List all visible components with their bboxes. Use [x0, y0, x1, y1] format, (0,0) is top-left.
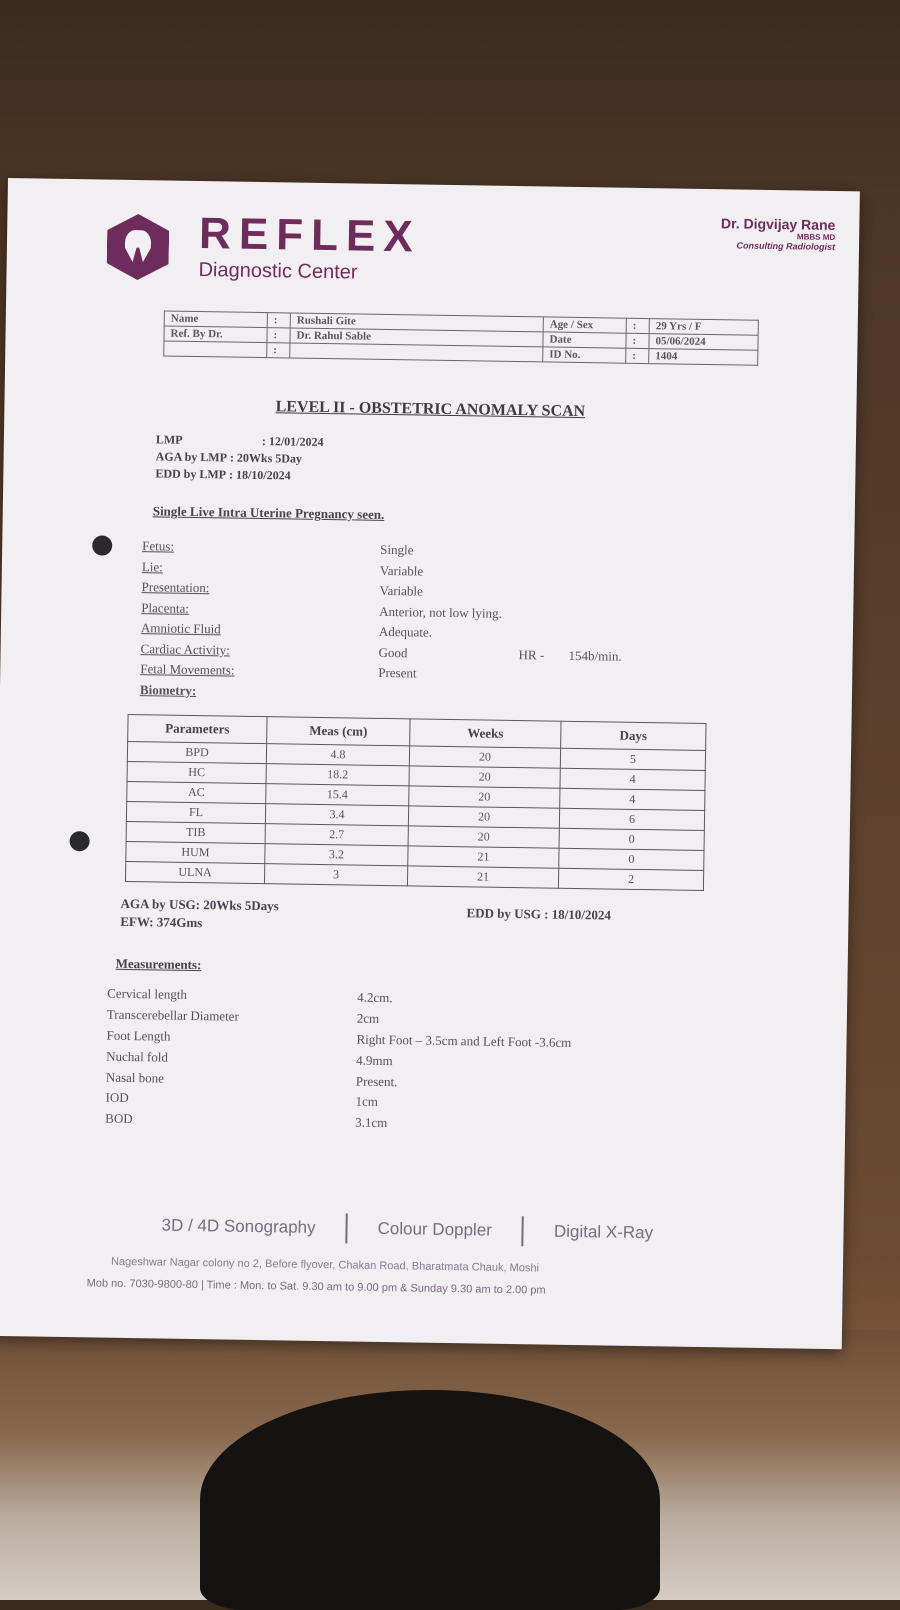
- measurement-value: 1cm: [355, 1093, 379, 1110]
- efw: EFW: 374Gms: [120, 913, 203, 931]
- cell: 21: [408, 846, 559, 868]
- ref-value: Dr. Rahul Sable: [290, 328, 543, 347]
- separator: :: [626, 333, 649, 348]
- aga-usg: AGA by USG: 20Wks 5Days: [120, 895, 279, 914]
- cell: HUM: [126, 841, 265, 863]
- service-label: Colour Doppler: [377, 1218, 493, 1240]
- measurement-value: 2cm: [356, 1010, 380, 1027]
- separator: :: [626, 348, 649, 363]
- divider: [345, 1213, 347, 1243]
- edd-lmp-value: : 18/10/2024: [228, 467, 291, 483]
- cell: 20: [408, 806, 559, 828]
- hr-value: 154b/min.: [568, 647, 622, 664]
- separator: :: [267, 343, 290, 358]
- cell: 15.4: [266, 784, 409, 806]
- biometry-heading: Biometry:: [139, 681, 197, 698]
- cell: AC: [127, 781, 266, 803]
- measurements-list: [105, 984, 572, 1137]
- cell: TIB: [126, 821, 265, 843]
- separator: :: [267, 328, 290, 343]
- cell: BPD: [127, 741, 266, 763]
- cell: 4: [560, 768, 705, 790]
- doctor-name: Dr. Digvijay Rane: [720, 215, 836, 234]
- column-header: Meas (cm): [267, 717, 410, 746]
- patient-info-table: [163, 310, 759, 365]
- separator: :: [267, 313, 290, 328]
- service-label: Digital X-Ray: [553, 1221, 654, 1243]
- age-label: Age / Sex: [543, 317, 626, 333]
- measurement-label: Cervical length: [107, 986, 188, 1003]
- cell: 3.4: [265, 804, 408, 826]
- clinic-address: Nageshwar Nagar colony no 2, Before flyover, Chakan Road, Bharatmata Chauk, Moshi: [110, 1255, 540, 1275]
- punch-hole: [92, 535, 112, 555]
- doctor-qualification: MBBS MD: [796, 232, 836, 242]
- column-header: Weeks: [410, 719, 561, 748]
- service-label: 3D / 4D Sonography: [161, 1215, 316, 1237]
- measurement-value: Right Foot – 3.5cm and Left Foot -3.6cm: [356, 1031, 572, 1050]
- lmp-label: LMP: [155, 432, 183, 447]
- cell: 2: [558, 868, 703, 890]
- separator: :: [626, 318, 649, 333]
- measurement-value: Present.: [355, 1073, 398, 1089]
- lmp-value: : 12/01/2024: [261, 434, 324, 449]
- cell: FL: [126, 801, 265, 823]
- finding-label: Cardiac Activity:: [140, 640, 230, 658]
- doctor-block: [721, 215, 836, 252]
- empty-cell: [290, 343, 543, 362]
- findings-list: [140, 536, 641, 708]
- measurement-value: 4.9mm: [356, 1052, 393, 1068]
- date-label: Date: [543, 332, 626, 348]
- measurement-label: IOD: [105, 1090, 129, 1106]
- cell: HC: [127, 761, 266, 783]
- doctor-role: Consulting Radiologist: [736, 240, 836, 252]
- brand-name: REFLEX: [198, 209, 422, 262]
- finding-value: Adequate.: [378, 624, 433, 640]
- report-sheet: [0, 178, 860, 1349]
- lmp-row: [156, 432, 324, 450]
- name-label: Name: [164, 311, 267, 328]
- edd-lmp-row: [155, 466, 291, 483]
- measurement-value: 3.1cm: [355, 1114, 388, 1131]
- measurement-value: 4.2cm.: [357, 989, 393, 1006]
- cell: 20: [409, 766, 560, 788]
- id-value: 1404: [649, 349, 758, 366]
- cell: 4: [560, 788, 705, 810]
- brand-subtitle: Diagnostic Center: [198, 259, 358, 284]
- cell: 20: [409, 746, 560, 768]
- cell: 0: [559, 848, 704, 870]
- report-title: LEVEL II - OBSTETRIC ANOMALY SCAN: [275, 398, 586, 421]
- measurement-label: BOD: [105, 1110, 133, 1127]
- cell: 4.8: [266, 744, 409, 766]
- ref-label: Ref. By Dr.: [164, 326, 267, 343]
- finding-value: Variable: [379, 583, 423, 599]
- pregnancy-note: Single Live Intra Uterine Pregnancy seen.: [152, 503, 385, 522]
- clinic-contact: Mob no. 7030-9800-80 | Time : Mon. to Sat. 9.30 am to 9.00 pm & Sunday 9.30 am to 2.00 pm: [86, 1277, 546, 1297]
- finding-value: Good: [378, 644, 408, 661]
- cell: 3: [264, 864, 407, 886]
- measurements-heading: Measurements:: [115, 955, 202, 973]
- cell: 6: [559, 808, 704, 830]
- measurement-label: Transcerebellar Diameter: [106, 1006, 239, 1024]
- cell: 3.2: [265, 844, 408, 866]
- cell: 20: [408, 826, 559, 848]
- aga-lmp-value: : 20Wks 5Day: [229, 450, 303, 466]
- finding-value: Variable: [379, 562, 424, 579]
- finding-value: Anterior, not low lying.: [379, 603, 502, 621]
- id-label: ID No.: [543, 347, 626, 363]
- cell: 5: [560, 748, 705, 770]
- hr-label: HR -: [518, 646, 545, 663]
- finding-label: Presentation:: [141, 579, 210, 596]
- date-value: 05/06/2024: [649, 334, 758, 351]
- age-value: 29 Yrs / F: [649, 319, 758, 336]
- cell: ULNA: [125, 861, 264, 883]
- name-value: Rushali Gite: [290, 313, 543, 332]
- measurement-label: Nuchal fold: [106, 1048, 169, 1065]
- measurement-label: Nasal bone: [105, 1069, 165, 1086]
- services-bar: [161, 1211, 721, 1250]
- finding-label: Lie:: [141, 558, 163, 575]
- edd-usg: EDD by USG : 18/10/2024: [466, 905, 612, 923]
- finding-label: Fetus:: [142, 538, 175, 554]
- finding-label: Amniotic Fluid: [140, 620, 221, 637]
- cell: 18.2: [266, 764, 409, 786]
- edd-lmp-label: EDD by LMP: [155, 466, 227, 482]
- aga-lmp-row: [156, 449, 303, 466]
- cell: 21: [407, 866, 558, 888]
- column-header: Parameters: [128, 714, 267, 743]
- empty-cell: [164, 341, 267, 358]
- punch-hole: [69, 831, 89, 851]
- cell: 20: [409, 786, 560, 808]
- divider: [522, 1216, 524, 1246]
- finding-label: Fetal Movements:: [140, 661, 235, 678]
- cell: 2.7: [265, 824, 408, 846]
- hand-shadow: [200, 1390, 660, 1610]
- column-header: Days: [561, 721, 706, 750]
- finding-label: Placenta:: [141, 599, 190, 616]
- cell: 0: [559, 828, 704, 850]
- finding-value: Single: [380, 542, 414, 558]
- aga-lmp-label: AGA by LMP: [155, 449, 228, 465]
- finding-value: Present: [378, 665, 417, 681]
- biometry-table: [125, 714, 707, 891]
- measurement-label: Foot Length: [106, 1027, 171, 1044]
